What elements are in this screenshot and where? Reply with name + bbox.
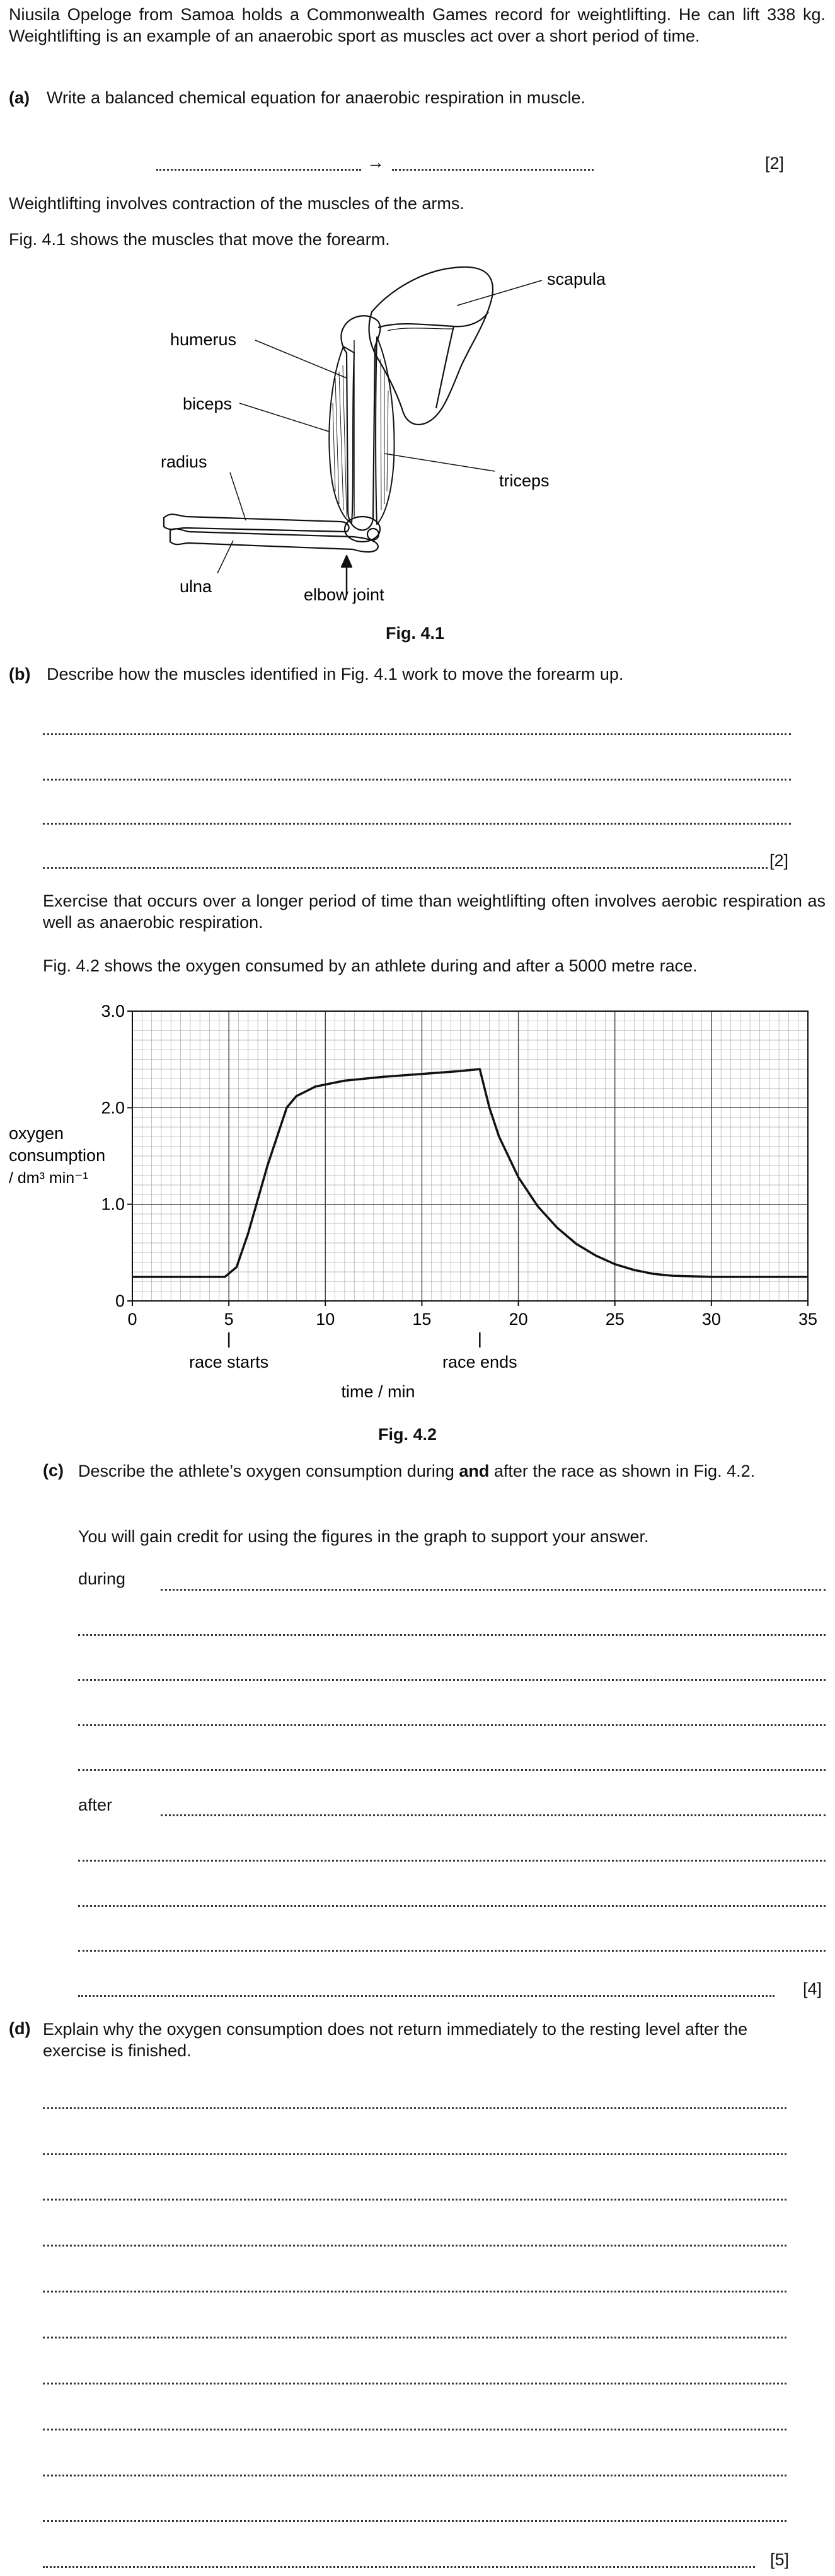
question-label-c: (c): [43, 1461, 64, 1480]
y-axis-label-line-2: consumption: [9, 1146, 106, 1165]
question-text-c: [78, 1460, 826, 1482]
y-tick-label: 0: [115, 1291, 125, 1310]
answer-line-a-left[interactable]: [156, 169, 361, 171]
equation-arrow: →: [367, 152, 384, 172]
x-tick-label: 35: [798, 1310, 818, 1329]
arm-diagram: [126, 252, 693, 605]
after-label: after: [78, 1795, 113, 1814]
context-fig-4-1: Fig. 4.1 shows the muscles that move the forearm.: [9, 230, 390, 249]
during-label: during: [78, 1569, 126, 1588]
answer-line-c-during-1[interactable]: [161, 1589, 826, 1591]
question-label-d: (d): [9, 2019, 31, 2038]
label-radius: radius: [161, 452, 207, 471]
label-ulna: ulna: [180, 577, 212, 596]
answer-line-d-11[interactable]: [43, 2566, 755, 2568]
answer-line-b-2[interactable]: [43, 779, 791, 781]
answer-line-c-during-5[interactable]: [78, 1769, 826, 1771]
x-tick-label: 10: [316, 1310, 335, 1329]
answer-line-d-5[interactable]: [43, 2291, 786, 2293]
fig-4-1-caption: Fig. 4.1: [386, 624, 445, 643]
answer-line-c-after-5[interactable]: [78, 1995, 775, 1997]
answer-line-c-after-2[interactable]: [78, 1860, 826, 1862]
answer-line-c-during-2[interactable]: [78, 1634, 826, 1636]
marks-c: [4]: [803, 1979, 822, 1998]
biceps-shape: [329, 346, 354, 523]
question-text-d: Explain why the oxygen consumption does not return immediately to the resting level after the exercise is finished.: [43, 2020, 748, 2060]
answer-line-b-3[interactable]: [43, 823, 791, 825]
y-axis-label-line-1: oxygen: [9, 1124, 64, 1143]
y-axis-label-line-3: / dm³ min⁻¹: [9, 1169, 88, 1187]
y-tick-label: 1.0: [101, 1194, 125, 1214]
label-humerus: humerus: [170, 330, 237, 349]
marks-b: [2]: [769, 851, 789, 870]
answer-line-c-during-4[interactable]: [78, 1724, 826, 1726]
scapula-shape: [369, 267, 492, 425]
question-label-a: (a): [9, 88, 30, 107]
answer-line-c-after-4[interactable]: [78, 1950, 826, 1952]
answer-line-d-9[interactable]: [43, 2475, 786, 2476]
y-tick-label: 3.0: [101, 1002, 125, 1021]
x-axis-label: time / min: [341, 1382, 415, 1401]
label-biceps: biceps: [183, 394, 233, 413]
question-text-c-pre: Describe the athlete’s oxygen consumption during: [78, 1462, 459, 1480]
fig-4-2-caption: Fig. 4.2: [378, 1425, 437, 1444]
answer-line-d-3[interactable]: [43, 2199, 786, 2201]
answer-line-a-right[interactable]: [392, 169, 594, 171]
context-muscles: Weightlifting involves contraction of the muscles of the arms.: [9, 194, 464, 213]
context-aerobic: Exercise that occurs over a longer period of time than weightlifting often involves aerobic respiration as well as anaerobic respiration.: [43, 891, 826, 932]
x-tick-label: 0: [127, 1310, 137, 1329]
marks-d: [5]: [770, 2550, 790, 2569]
radius-shape: [164, 514, 349, 532]
answer-line-d-4[interactable]: [43, 2245, 786, 2247]
label-elbow-joint: elbow joint: [304, 585, 384, 604]
question-text-a: Write a balanced chemical equation for anaerobic respiration in muscle.: [47, 88, 585, 107]
answer-line-d-2[interactable]: [43, 2153, 786, 2155]
triceps-shape: [376, 337, 394, 524]
x-tick-label: 30: [701, 1310, 721, 1329]
answer-line-d-1[interactable]: [43, 2107, 786, 2109]
annotation-label: race ends: [442, 1353, 517, 1371]
answer-line-c-after-3[interactable]: [78, 1905, 826, 1907]
context-fig-4-2: Fig. 4.2 shows the oxygen consumed by an athlete during and after a 5000 metre race.: [43, 956, 698, 975]
label-triceps: triceps: [499, 471, 550, 490]
x-tick-label: 20: [509, 1310, 528, 1329]
answer-line-c-after-1[interactable]: [161, 1814, 826, 1816]
intro-paragraph: Niusila Opeloge from Samoa holds a Commonwealth Games record for weightlifting. He can lift 338 kg. Weightlifting is an example of an anaerobic sport as muscles act over a short period of time.: [9, 5, 826, 45]
y-tick-label: 2.0: [101, 1098, 125, 1118]
answer-line-b-4[interactable]: [43, 867, 768, 869]
x-tick-label: 15: [412, 1310, 432, 1329]
question-label-b: (b): [9, 665, 31, 684]
x-tick-label: 5: [224, 1310, 234, 1329]
question-text-c-bold: and: [459, 1462, 490, 1480]
question-text-b: Describe how the muscles identified in Fig. 4.1 work to move the forearm up.: [47, 665, 624, 684]
question-text-c-post: after the race as shown in Fig. 4.2.: [489, 1462, 756, 1480]
answer-line-d-8[interactable]: [43, 2429, 786, 2430]
marks-a: [2]: [765, 154, 785, 173]
answer-line-b-1[interactable]: [43, 733, 791, 735]
answer-line-d-7[interactable]: [43, 2383, 786, 2384]
answer-line-d-10[interactable]: [43, 2520, 786, 2522]
question-hint-c: You will gain credit for using the figures in the graph to support your answer.: [78, 1527, 649, 1546]
x-tick-label: 25: [605, 1310, 625, 1329]
answer-line-c-during-3[interactable]: [78, 1679, 826, 1681]
answer-line-d-6[interactable]: [43, 2337, 786, 2338]
annotation-label: race starts: [189, 1353, 269, 1371]
oxygen-consumption-chart: [0, 992, 835, 1414]
label-scapula: scapula: [547, 270, 606, 289]
